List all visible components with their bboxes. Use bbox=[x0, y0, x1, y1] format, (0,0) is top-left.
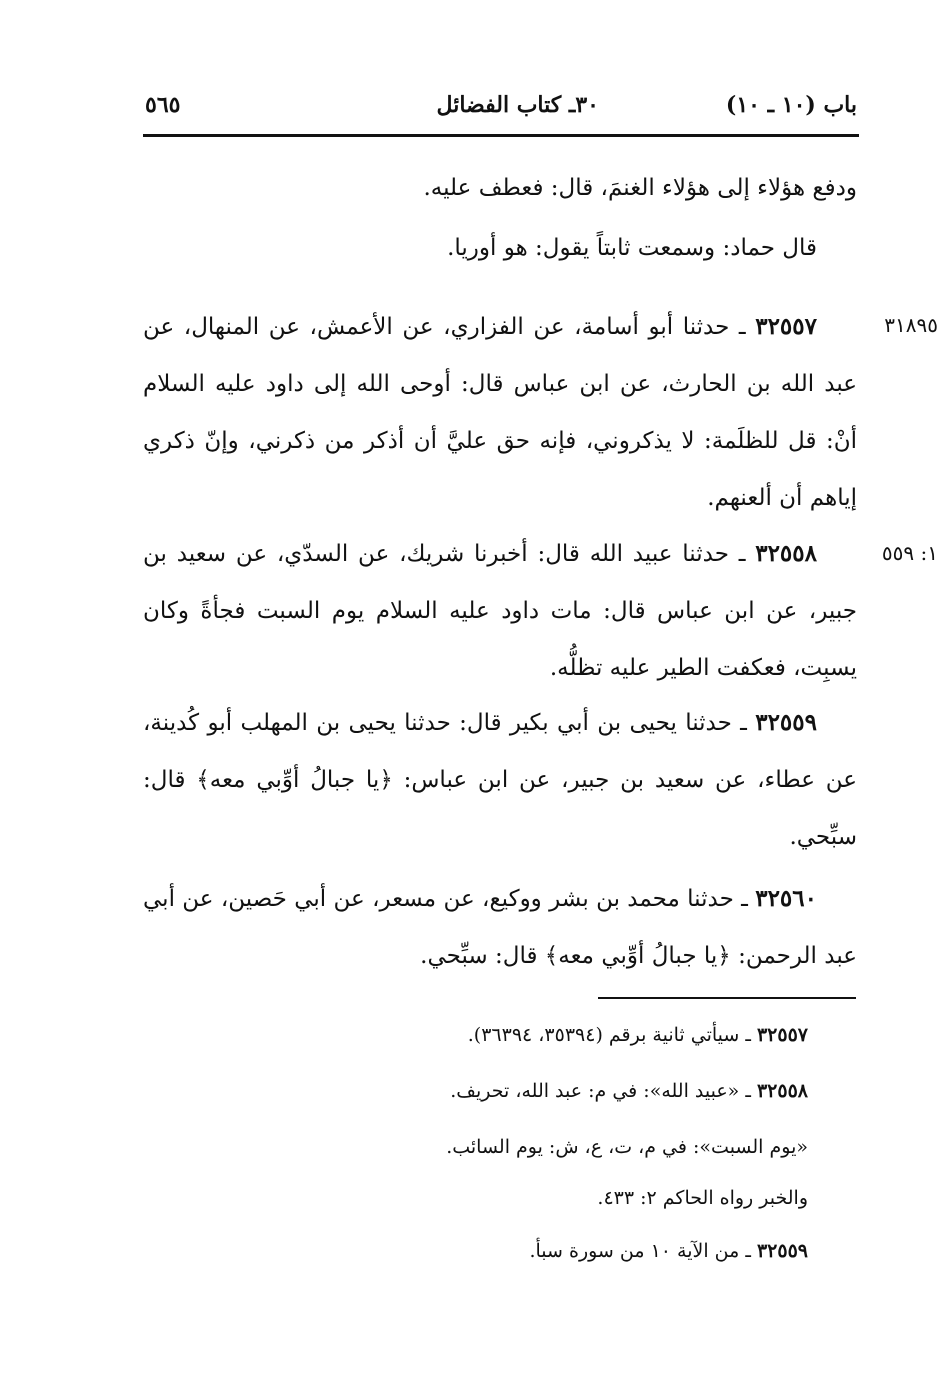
hadith-text: ـ حدثنا أبو أسامة، عن الفزاري، عن الأعمش، عن المنهال، عن عبد الله بن الحارث، عن ابن عباس قال: أوحى الله إلى داود عليه السلام أنْ: قل للظلَمة: لا يذكروني، فإنه حق عليَّ أن أذكر من ذكرني، وإنّ ذكري إياهم أن ألعنهم. bbox=[143, 314, 857, 511]
footnote-number: ٣٢٥٥٨ bbox=[756, 1080, 808, 1102]
footnote-number: ٣٢٥٥٧ bbox=[756, 1024, 808, 1046]
footnote-text: ـ سيأتي ثانية برقم (٣٥٣٩٤، ٣٦٣٩٤). bbox=[467, 1024, 757, 1046]
hadith-number: ٣٢٥٥٩ bbox=[755, 709, 817, 736]
footnote bbox=[288, 1080, 808, 1102]
hadith-number: ٣٢٥٥٨ bbox=[755, 540, 817, 567]
running-header bbox=[145, 88, 857, 128]
header-rule bbox=[143, 134, 859, 137]
hadith-number: ٣٢٥٦٠ bbox=[755, 885, 817, 912]
hadith-text: ـ حدثنا عبيد الله قال: أخبرنا شريك، عن السدّي، عن سعيد بن جبير، عن ابن عباس قال: مات داود عليه السلام يوم السبت فجأةً وكان يسبِت، فعكفت الطير عليه تظلُّه. bbox=[143, 541, 857, 681]
margin-reference: ١: ٥٥٩ bbox=[881, 541, 938, 565]
footnote bbox=[288, 1187, 808, 1209]
footnote-text: «يوم السبت»: في م، ت، ع، ش: يوم السائب. bbox=[446, 1136, 808, 1158]
footnote bbox=[288, 1240, 808, 1262]
footnote-text: ـ «عبيد الله»: في م: عبد الله، تحريف. bbox=[450, 1080, 757, 1102]
hadith-paragraph bbox=[143, 298, 857, 527]
intro-line-2: قال حماد: وسمعت ثابتاً يقول: هو أوريا. bbox=[447, 235, 817, 261]
hadith-paragraph bbox=[143, 694, 857, 866]
book-title: ٣٠ـ كتاب الفضائل bbox=[436, 92, 599, 118]
intro-line-1: ودفع هؤلاء إلى هؤلاء الغنمَ، قال: فعطف عليه. bbox=[423, 175, 857, 201]
chapter-title: باب (١٠ ـ ١٠) bbox=[725, 92, 857, 118]
margin-reference: ٣١٨٩٥ bbox=[884, 313, 938, 337]
hadith-text: ـ حدثنا محمد بن بشر ووكيع، عن مسعر، عن أبي حَصين، عن أبي عبد الرحمن: ﴿يا جبالُ أوِّبي معه﴾ قال: سبِّحي. bbox=[143, 886, 857, 969]
hadith-paragraph bbox=[143, 870, 857, 985]
hadith-text: ـ حدثنا يحيى بن أبي بكير قال: حدثنا يحيى بن المهلب أبو كُدينة، عن عطاء، عن سعيد بن جبير، عن ابن عباس: ﴿يا جبالُ أوِّبي معه﴾ قال: سبِّحي. bbox=[143, 710, 857, 850]
footnote-text: ـ من الآية ١٠ من سورة سبأ. bbox=[529, 1240, 757, 1262]
page-number: ٥٦٥ bbox=[145, 92, 181, 118]
footnote-rule bbox=[598, 997, 856, 999]
hadith-paragraph bbox=[143, 525, 857, 697]
footnote bbox=[288, 1136, 808, 1158]
footnote bbox=[288, 1024, 808, 1046]
footnote-text: والخبر رواه الحاكم ٢: ٤٣٣. bbox=[597, 1187, 808, 1209]
hadith-number: ٣٢٥٥٧ bbox=[755, 313, 817, 340]
footnote-number: ٣٢٥٥٩ bbox=[756, 1240, 808, 1262]
